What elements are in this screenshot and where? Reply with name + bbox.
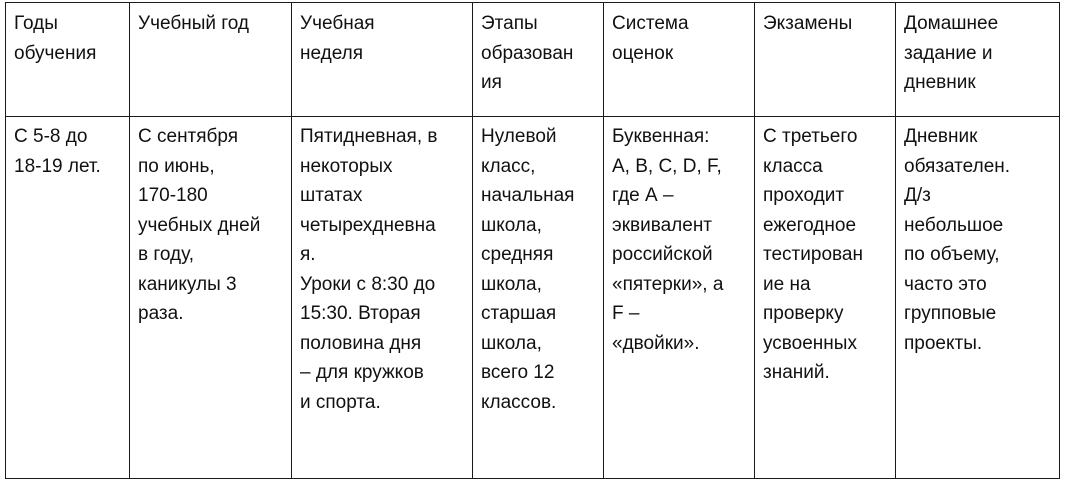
header-cell-stages — [473, 3, 604, 117]
header-stages-text: Этапы образован ия — [481, 13, 574, 93]
grading-text: Буквенная: A, B, C, D, F, где А – эквивалент российской «пятерки», а F – «двойки». — [612, 126, 724, 354]
table-row — [6, 117, 1060, 479]
cell-school-year — [130, 117, 292, 479]
header-school-year-text: Учебный год — [138, 13, 249, 34]
years-text: С 5-8 до 18-19 лет. — [14, 126, 101, 177]
header-school-week-text: Учебная неделя — [300, 13, 375, 64]
header-cell-school-year — [130, 3, 292, 117]
header-grading-text: Система оценок — [612, 13, 689, 64]
header-homework-text: Домашнее задание и дневник — [904, 13, 999, 93]
cell-grading — [604, 117, 755, 479]
header-cell-exams — [755, 3, 896, 117]
homework-text: Дневник обязателен. Д/з небольшое по объему, часто это групповые проекты. — [904, 126, 1011, 354]
school-week-text: Пятидневная, в некоторых штатах четырехдневна я. Уроки с 8:30 до 15:30. Вторая половина дня – для кружков и спорта. — [300, 126, 438, 413]
header-cell-grading — [604, 3, 755, 117]
cell-stages — [473, 117, 604, 479]
cell-years — [6, 117, 130, 479]
cell-homework — [896, 117, 1060, 479]
header-years-text: Годы обучения — [14, 13, 97, 64]
comparison-table — [5, 2, 1060, 479]
header-exams-text: Экзамены — [763, 13, 853, 34]
header-cell-homework — [896, 3, 1060, 117]
cell-exams — [755, 117, 896, 479]
cell-school-week — [292, 117, 473, 479]
stages-text: Нулевой класс, начальная школа, средняя школа, старшая школа, всего 12 классов. — [481, 126, 575, 413]
school-year-text: С сентября по июнь, 170-180 учебных дней в году, каникулы 3 раза. — [138, 126, 261, 324]
header-cell-school-week — [292, 3, 473, 117]
exams-text: С третьего класса проходит ежегодное тестирован ие на проверку усвоенных знаний. — [763, 126, 863, 383]
header-cell-years — [6, 3, 130, 117]
header-row — [6, 3, 1060, 117]
